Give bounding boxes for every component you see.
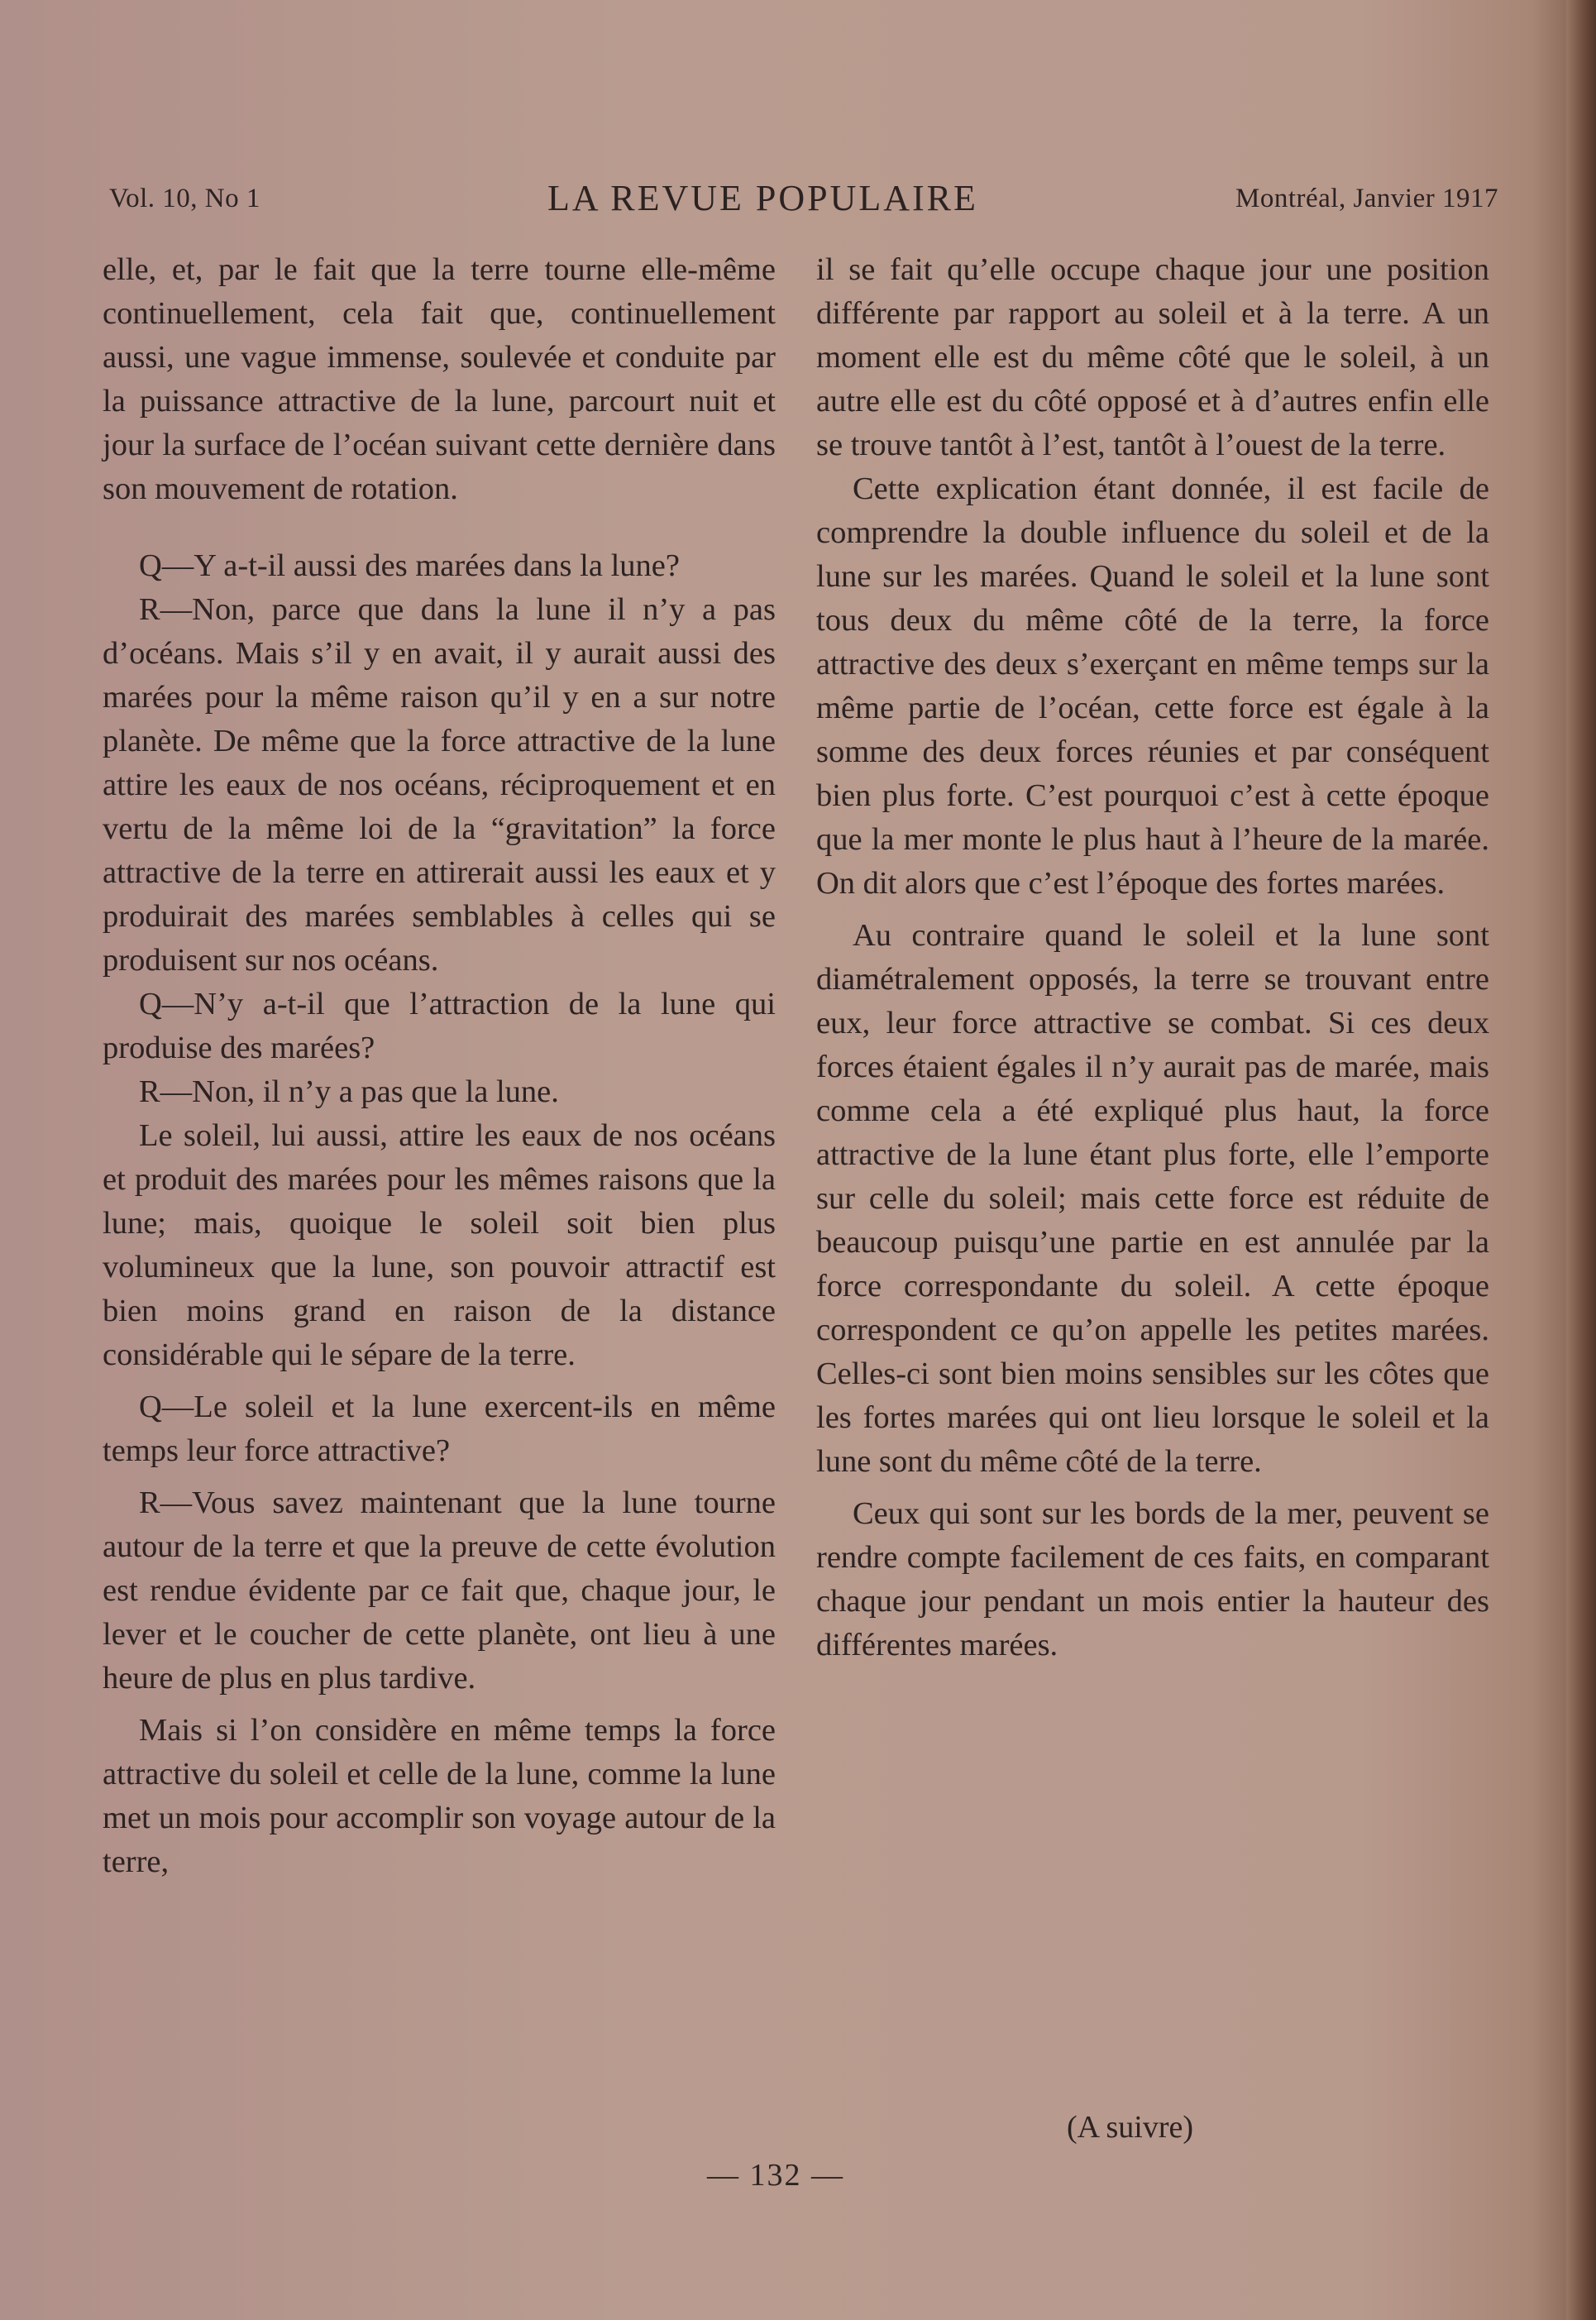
paragraph: elle, et, par le fait que la terre tourne elle-même continuellement, cela fait que, continuellement aussi, une vague immense, soulevée et conduite par la puissance attractive de la lune, parcourt nuit et jour la surface de l’océan suivant cette dernière dans son mouvement de rotation. <box>103 252 776 506</box>
answer: R—Non, parce que dans la lune il n’y a pas d’océans. Mais s’il y en avait, il y aurait aussi des marées pour la même raison qu’il y en a sur notre planète. De même que la force attractive de la lune attire les eaux de nos océans, réciproquement et en vertu de la même loi de la “gravitation” la force attractive de la terre en attirerait aussi les eaux et y produirait des marées semblables à celles qui se produisent sur nos océans. <box>103 592 776 978</box>
paragraph: il se fait qu’elle occupe chaque jour une position différente par rapport au soleil et à la terre. A un moment elle est du même côté que le soleil, à un autre elle est du côté opposé et à d’autres enfin elle se trouve tantôt à l’est, tantôt à l’ouest de la terre. <box>816 252 1489 462</box>
to-be-continued: (A suivre) <box>1067 2110 1194 2145</box>
left-column <box>103 248 776 1884</box>
right-column <box>816 248 1489 1667</box>
paragraph: Le soleil, lui aussi, attire les eaux de nos océans et produit des marées pour les mêmes raisons que la lune; mais, quoique le soleil soit bien plus volumineux que la lune, son pouvoir attractif est bien moins grand en raison de la distance considérable qui le sépare de la terre. <box>103 1118 776 1372</box>
paragraph: Au contraire quand le soleil et la lune sont diamétralement opposés, la terre se trouvant entre eux, leur force attractive se combat. Si ces deux forces étaient égales il n’y aurait pas de marée, mais comme cela a été expliqué plus haut, la force attractive de la lune étant plus forte, elle l’emporte sur celle du soleil; mais cette force est réduite de beaucoup puisqu’une partie en est annulée par la force correspondante du soleil. A cette époque correspondent ce qu’on appelle les petites marées. Celles-ci sont bien moins sensibles sur les côtes que les fortes marées qui ont lieu lorsque le soleil et la lune sont du même côté de la terre. <box>816 918 1489 1479</box>
question: Q—Le soleil et la lune exercent-ils en même temps leur force attractive? <box>103 1390 776 1468</box>
question: Q—Y a-t-il aussi des marées dans la lune? <box>139 548 680 583</box>
volume-number: Vol. 10, No 1 <box>109 184 260 213</box>
question: Q—N’y a-t-il que l’attraction de la lune qui produise des marées? <box>103 987 776 1065</box>
journal-title: LA REVUE POPULAIRE <box>547 178 978 218</box>
paragraph: Mais si l’on considère en même temps la force attractive du soleil et celle de la lune, comme la lune met un mois pour accomplir son voyage autour de la terre, <box>103 1713 776 1879</box>
paragraph: Cette explication étant donnée, il est facile de comprendre la double influence du soleil et de la lune sur les marées. Quand le soleil et la lune sont tous deux du même côté de la terre, la force attractive des deux s’exerçant en même temps sur la même partie de l’océan, cette force est égale à la somme des deux forces réunies et par conséquent bien plus forte. C’est pourquoi c’est à cette époque que la mer monte le plus haut à l’heure de la marée. On dit alors que c’est l’époque des fortes marées. <box>816 471 1489 901</box>
page-edge <box>1566 0 1596 2320</box>
answer: R—Non, il n’y a pas que la lune. <box>139 1074 559 1109</box>
paragraph: Ceux qui sont sur les bords de la mer, peuvent se rendre compte facilement de ces faits, en comparant chaque jour pendant un mois entier la hauteur des différentes marées. <box>816 1496 1489 1662</box>
page-number: — 132 — <box>707 2158 844 2193</box>
running-header <box>109 177 1498 218</box>
place-date: Montréal, Janvier 1917 <box>1235 184 1498 213</box>
answer: R—Vous savez maintenant que la lune tourne autour de la terre et que la preuve de cette évolution est rendue évidente par ce fait que, chaque jour, le lever et le coucher de cette planète, ont lieu à une heure de plus en plus tardive. <box>103 1485 776 1696</box>
